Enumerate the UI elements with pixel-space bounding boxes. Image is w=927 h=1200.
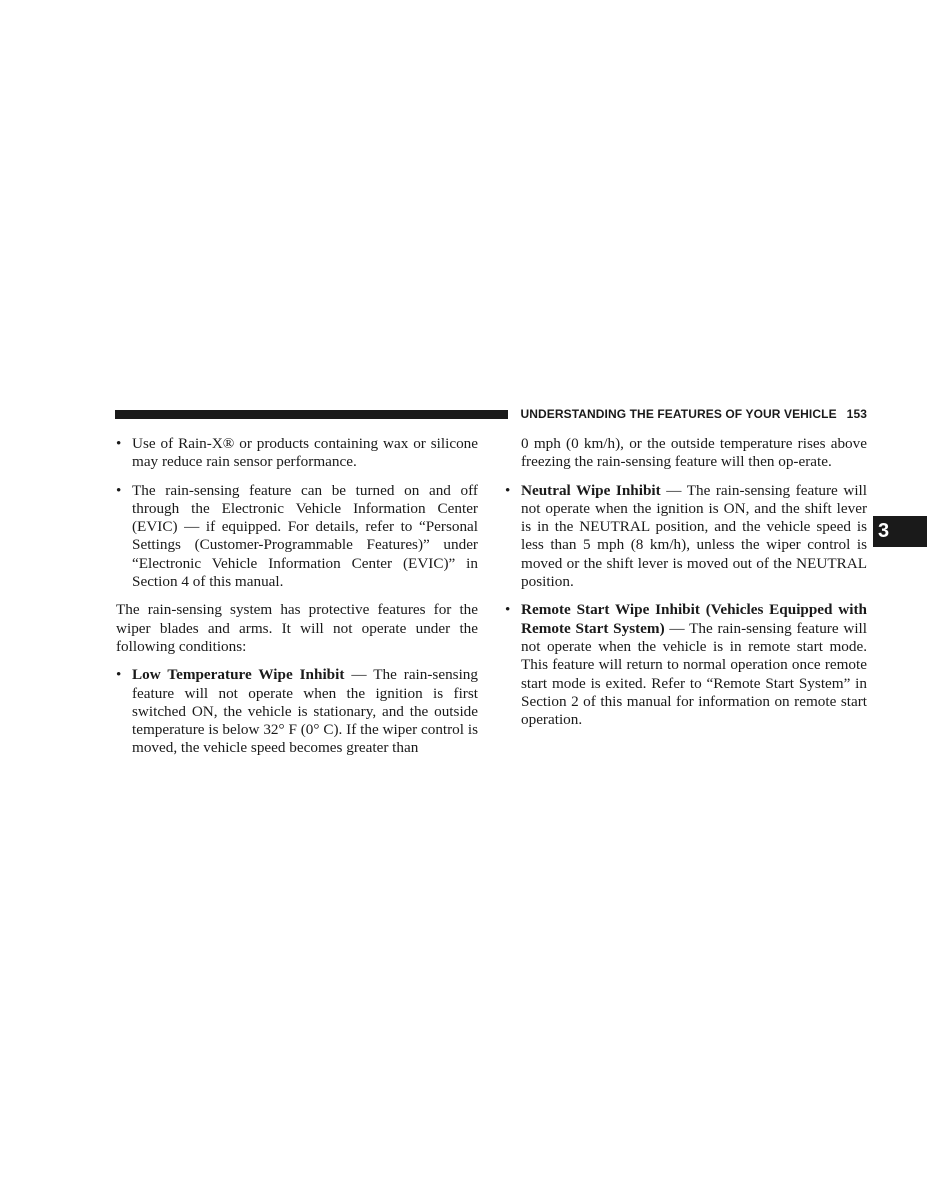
header-title: UNDERSTANDING THE FEATURES OF YOUR VEHICLE: [520, 407, 837, 421]
list-item-text: — The rain-sensing feature will not operate when the ignition is ON, and the shift lever is in the NEUTRAL position, and the vehicle speed is less than 5 mph (8 km/h), unless the wiper control is moved or the shift lever is moved out of the NEUTRAL position.: [521, 481, 867, 591]
bullet-icon: •: [116, 666, 122, 684]
bullet-icon: •: [116, 435, 122, 452]
body-paragraph: The rain-sensing system has protective features for the wiper blades and arms. It will not operate under the following conditions:: [116, 601, 478, 655]
left-column: [116, 435, 478, 768]
bullet-icon: •: [116, 481, 122, 499]
list-item-term: Remote Start Wipe Inhibit (Vehicles Equipped with Remote Start System): [521, 601, 867, 637]
header-rule: [115, 410, 508, 419]
page-number: 153: [846, 407, 867, 421]
list-item: [505, 482, 867, 592]
list-item-term: Low Temperature Wipe Inhibit: [132, 666, 345, 684]
list-item: [116, 482, 478, 592]
list-item: [116, 666, 478, 757]
list-item-text: — The rain-sensing feature will not operate when the vehicle is in remote start mode. This feature will return to normal operation once remote start mode is exited. Refer to “Remote Start System” in Section 2 of this manual for information on remote start operation.: [521, 619, 867, 729]
right-column: [505, 435, 867, 739]
list-item-text: — The rain-sensing feature will not operate when the ignition is first switched ON, the vehicle is stationary, and the outside temperature is below 32° F (0° C). If the wiper control is moved, the vehicle speed becomes greater than: [132, 666, 478, 757]
bullet-icon: •: [505, 601, 511, 619]
bullet-icon: •: [505, 481, 511, 499]
continued-text: 0 mph (0 km/h), or the outside temperature rises above freezing the rain-sensing feature will then op-erate.: [521, 435, 867, 471]
list-item-text: The rain-sensing feature can be turned on and off through the Electronic Vehicle Information Center (EVIC) — if equipped. For details, refer to “Personal Settings (Customer-Programmable Features)” under “Electronic Vehicle Information Center (EVIC)” in Section 4 of this manual.: [132, 481, 478, 591]
section-tab: 3: [873, 516, 927, 547]
running-header: [520, 407, 867, 421]
list-item: [116, 435, 478, 472]
list-item-term: Neutral Wipe Inhibit: [521, 481, 661, 499]
list-item-text: Use of Rain-X® or products containing wax or silicone may reduce rain sensor performance.: [132, 435, 478, 471]
list-item: [505, 601, 867, 729]
